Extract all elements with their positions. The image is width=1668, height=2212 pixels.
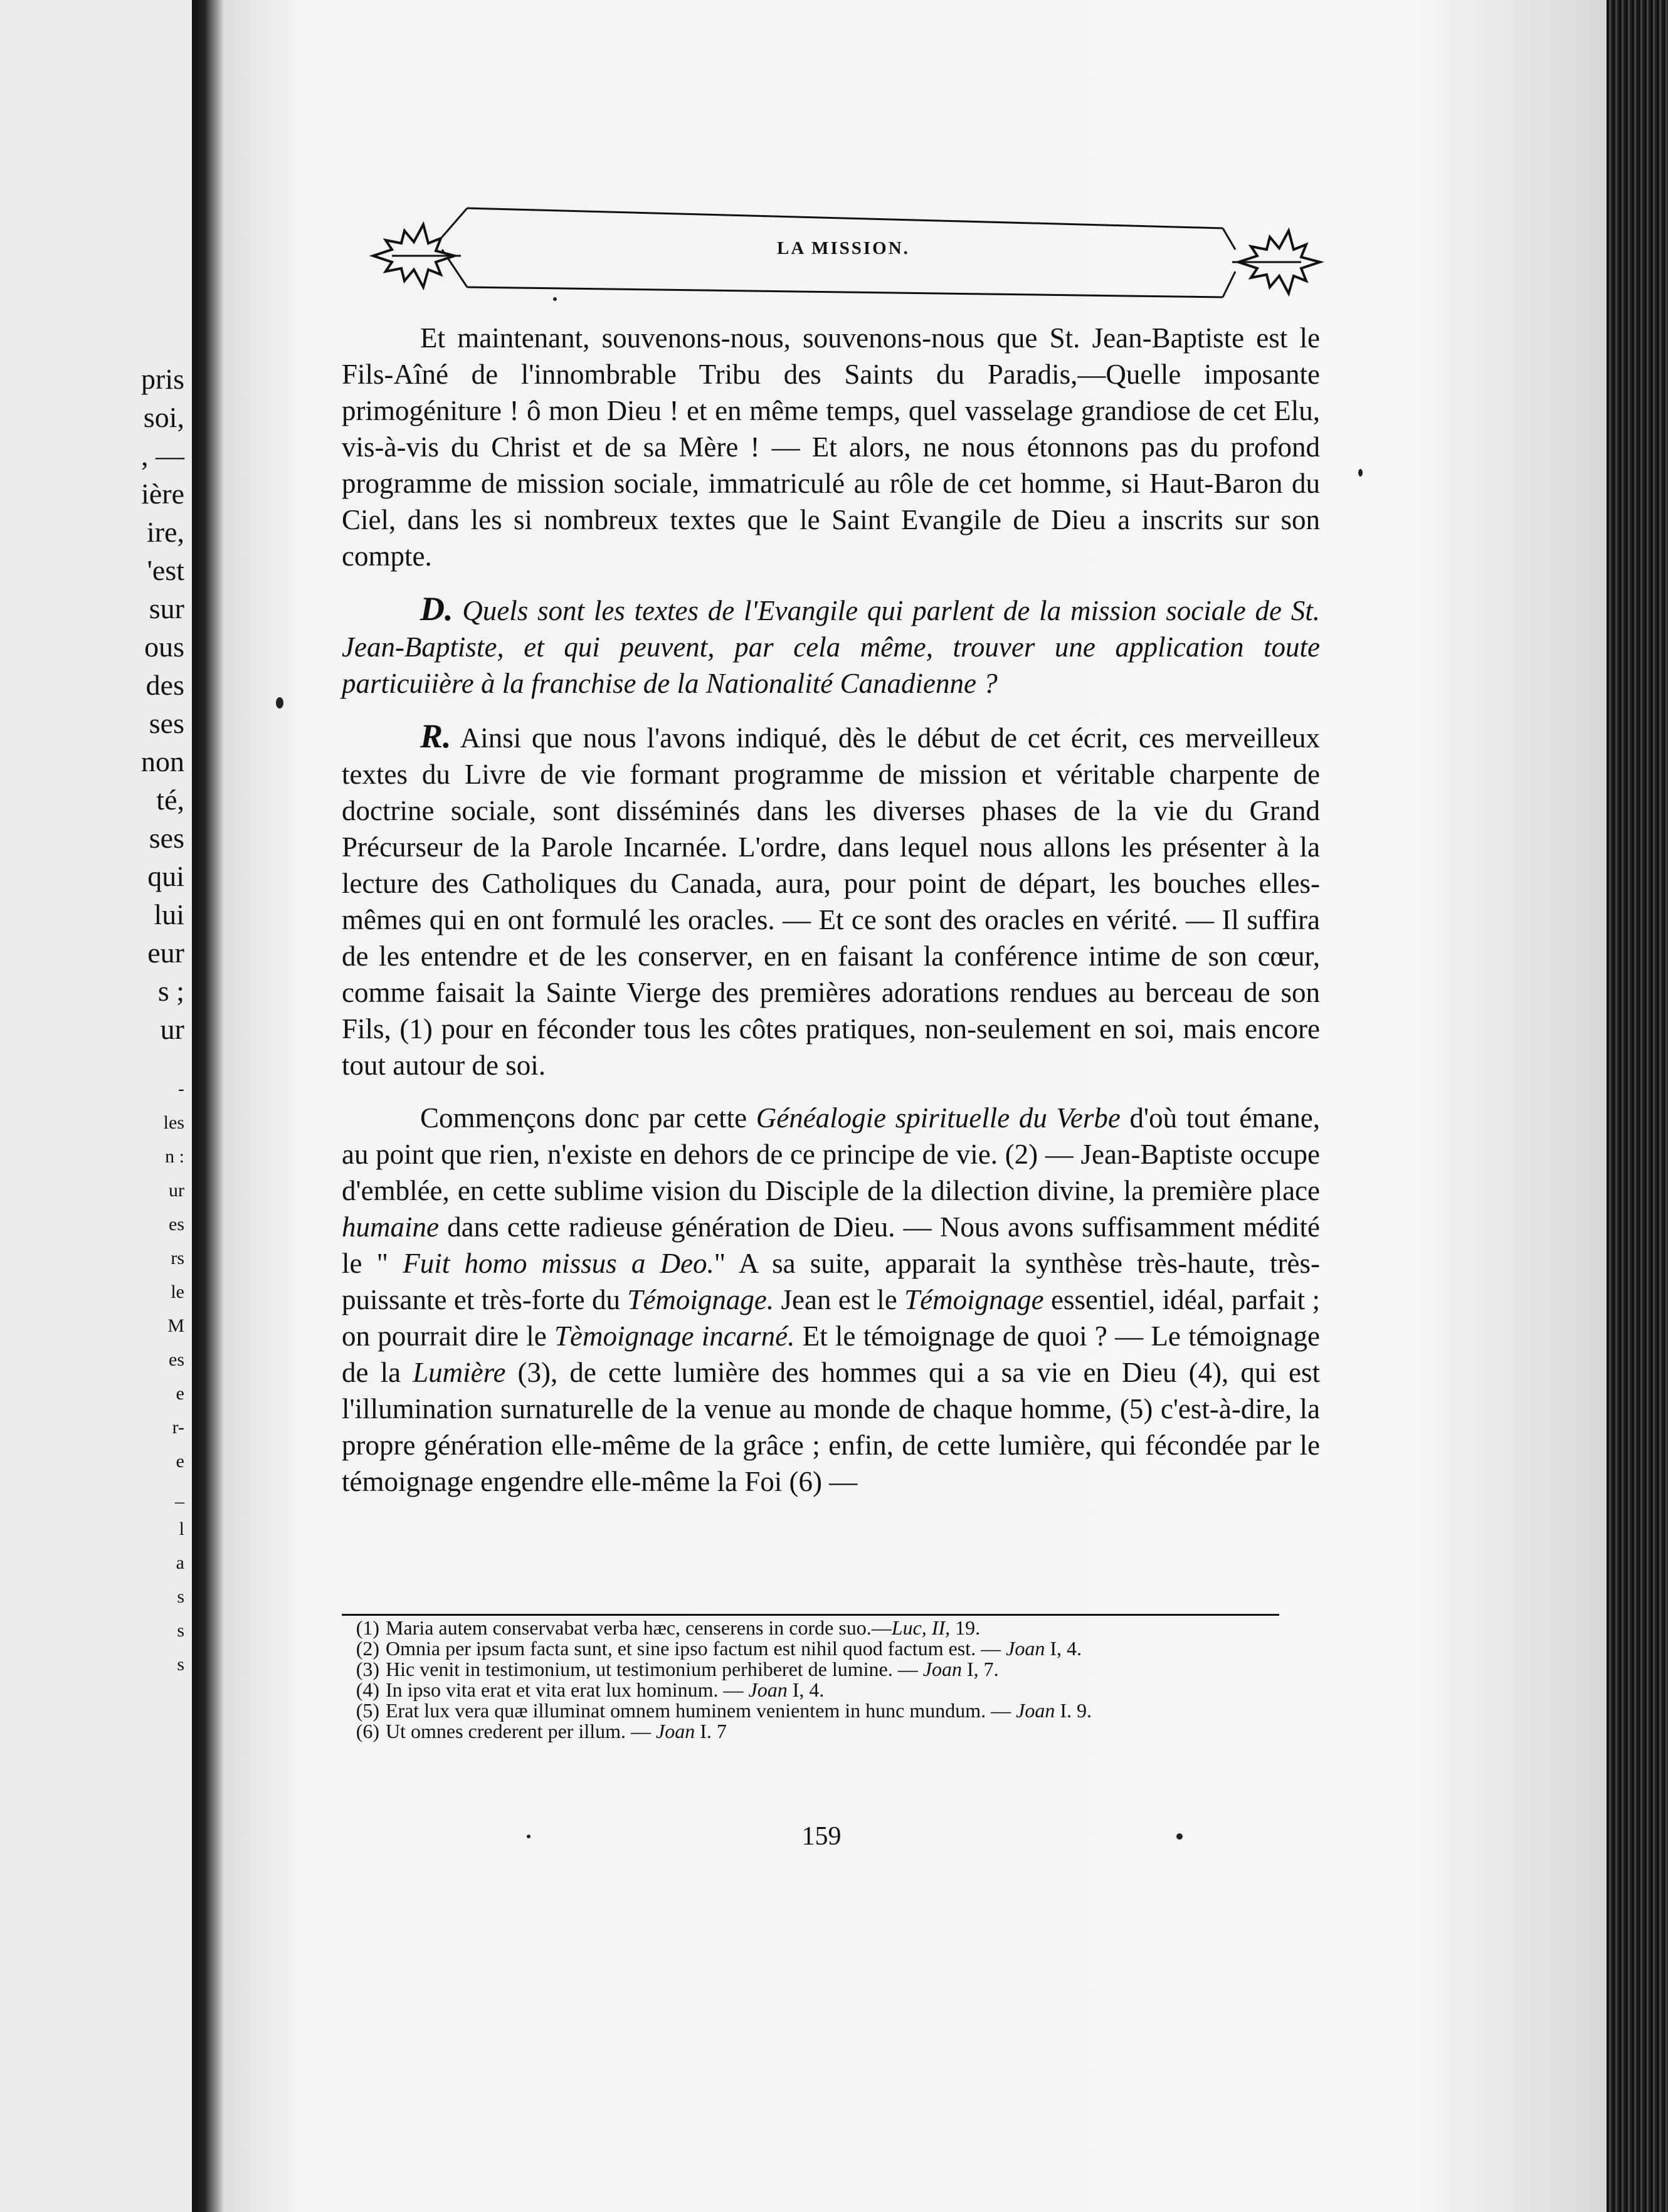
- facing-page-fragment: -: [178, 1078, 184, 1099]
- text-run: Jean est le: [774, 1284, 905, 1315]
- ink-speck: [1176, 1833, 1183, 1840]
- footnote-reference: Joan: [1016, 1699, 1055, 1722]
- facing-page-fragment: ses: [149, 822, 184, 854]
- footnotes: [335, 1618, 1301, 1742]
- facing-page-fragment: l: [179, 1519, 184, 1539]
- paragraph: Et maintenant, souvenons-nous, souvenons-nous que St. Jean-Baptiste est le Fils-Aîné de l'innombrable Tribu des Saints du Paradis,—Quelle imposante primogéniture ! ô mon Dieu ! et en même temps, quel vasselage grandiose de cet Elu, vis-à-vis du Christ et de sa Mère ! — Et alors, ne nous étonnons pas du profond programme de mission sociale, immatriculé au rôle de cet homme, si Haut-Baron du Ciel, dans les si nombreux textes que le Saint Evangile de Dieu a inscrits sur son compte.: [342, 322, 1320, 572]
- question-text: Quels sont les textes de l'Evangile qui parlent de la mission sociale de St. Jean-Baptiste, et qui peuvent, par cela même, trouver une application toute particuiière à la franchise de la Nationalité Canadienne ?: [342, 595, 1320, 699]
- footnote-locator: I. 7: [695, 1720, 727, 1742]
- page-header: [361, 199, 1326, 300]
- question-paragraph: [342, 591, 1320, 702]
- running-head: LA MISSION.: [777, 238, 910, 258]
- footnote-reference: Joan: [748, 1678, 788, 1701]
- facing-page-fragment: ous: [144, 631, 184, 663]
- footnote-reference: Luc, II,: [891, 1616, 951, 1639]
- facing-page-fragment: non: [141, 745, 184, 777]
- italic-run: Témoignage.: [627, 1284, 774, 1315]
- facing-page-fragment: le: [171, 1282, 184, 1302]
- facing-page-fragment: rs: [171, 1248, 184, 1268]
- facing-page-fragment: s: [177, 1586, 184, 1607]
- facing-page-fragment: es: [169, 1349, 184, 1370]
- footnote: [335, 1680, 1301, 1700]
- facing-page-fragment: s: [177, 1620, 184, 1641]
- facing-page-fragment: soi,: [143, 401, 184, 433]
- facing-page-fragment: _: [175, 1485, 184, 1505]
- facing-page-fragment: es: [169, 1214, 184, 1235]
- answer-marker: R.: [420, 717, 451, 755]
- facing-page-fragment: sur: [149, 592, 184, 624]
- facing-page-fragment: té,: [156, 784, 184, 816]
- ink-speck: [553, 297, 557, 301]
- italic-run: Témoignage: [904, 1284, 1044, 1315]
- text-run: d'où tout émane, au point que rien, n'existe en dehors de ce principe de vie. (2) — Jean-Baptiste occupe d'emblée, en cette sublime vision du Disciple de la dilection divine, la première place: [342, 1102, 1320, 1206]
- text-run: " A sa suite, apparait la synthèse très-haute, très-puissante et très-forte du: [342, 1248, 1320, 1315]
- ink-speck: [276, 697, 283, 708]
- facing-page-fragment: s: [177, 1654, 184, 1675]
- text-run: (3), de cette lumière des hommes qui a sa vie en Dieu (4), qui est l'illumination surnaturelle de la venue au monde de chaque homme, (5) c'est-à-dire, la propre génération elle-même de la grâce ; enfin, de cette lumière, qui fécondée par le témoignage engendre elle-même la Foi (6) —: [342, 1357, 1320, 1497]
- paragraph: [342, 1100, 1320, 1500]
- ink-speck: [1358, 469, 1363, 477]
- footnote-number: (5): [356, 1699, 379, 1722]
- facing-page-fragment: pris: [141, 363, 184, 395]
- facing-page-fragment: M: [167, 1315, 184, 1336]
- facing-page-fragment: 'est: [147, 554, 184, 586]
- facing-page-fragment: , —: [141, 440, 184, 471]
- facing-page-fragment: a: [176, 1552, 184, 1573]
- facing-page-fragment: s ;: [157, 975, 184, 1007]
- facing-page-edge: [0, 0, 192, 2212]
- italic-run: Fuit homo missus a Deo.: [403, 1248, 714, 1279]
- footnote-text: In ipso vita erat et vita erat lux hominum. —: [386, 1678, 749, 1701]
- footnote-rule: [342, 1614, 1279, 1616]
- footnote-locator: I, 7.: [961, 1658, 999, 1680]
- facing-page-fragment: ur: [169, 1180, 184, 1201]
- page-number: 159: [801, 1822, 842, 1851]
- italic-run: Tèmoignage incarné.: [554, 1320, 795, 1352]
- facing-page-fragment: qui: [147, 860, 184, 892]
- facing-page-fragment: des: [145, 669, 184, 701]
- footnote: [335, 1721, 1301, 1742]
- facing-page-fragment: r-: [172, 1417, 184, 1438]
- facing-page-fragment: e: [176, 1451, 184, 1472]
- footnote-text: Maria autem conservabat verba hæc, censerens in corde suo.—: [386, 1616, 892, 1639]
- footnote-number: (2): [356, 1637, 379, 1660]
- book-gutter: [192, 0, 223, 2212]
- footnote-text: Ut omnes crederent per illum. —: [386, 1720, 656, 1742]
- facing-page-fragment: ur: [160, 1013, 184, 1045]
- footnote-locator: I. 9.: [1055, 1699, 1092, 1722]
- facing-page-fragment: n :: [165, 1146, 184, 1167]
- text-run: Et le témoignage de quoi ? — Le témoignage de la: [342, 1320, 1321, 1388]
- text-run: Commençons donc par cette: [420, 1102, 756, 1134]
- footnote: [335, 1638, 1301, 1659]
- footnote-number: (6): [356, 1720, 379, 1742]
- footnote-locator: I, 4.: [1045, 1637, 1082, 1660]
- footnote-number: (4): [356, 1678, 379, 1701]
- footnote-locator: 19.: [950, 1616, 981, 1639]
- footnote-text: Omnia per ipsum facta sunt, et sine ipso factum est nihil quod factum est. —: [386, 1637, 1006, 1660]
- answer-text: Ainsi que nous l'avons indiqué, dès le début de cet écrit, ces merveilleux textes du Livre de vie formant programme de mission et véritable charpente de doctrine sociale, sont disséminés dans les diverses phases de la vie du Grand Précurseur de la Parole Incarnée. L'ordre, dans lequel nous allons les présenter à la lecture des Catholiques du Canada, aura, pour point de départ, les bouches elles-mêmes qui en ont formulé les oracles. — Et ce sont des oracles en vérité. — Il suffira de les entendre et de les conserver, en en faisant la conférence intime de son cœur, comme faisait la Sainte Vierge des premières adorations rendues au berceau de son Fils, (1) pour en féconder tous les côtes pratiques, non-seulement en soi, mais encore tout autour de soi.: [342, 722, 1320, 1081]
- footnote-reference: Joan: [1006, 1637, 1045, 1660]
- facing-page-fragment: ière: [141, 478, 184, 510]
- facing-page-fragment: les: [163, 1112, 184, 1133]
- footnote: [335, 1659, 1301, 1680]
- footnote-reference: Joan: [655, 1720, 695, 1742]
- body-text: [342, 320, 1320, 1500]
- facing-page-fragment: ses: [149, 707, 184, 739]
- footnote-text: Hic venit in testimonium, ut testimonium perhiberet de lumine. —: [386, 1658, 923, 1680]
- facing-page-fragment: ire,: [146, 516, 184, 548]
- footnote: [335, 1700, 1301, 1721]
- facing-page-fragment: e: [176, 1383, 184, 1404]
- facing-page-fragment: eur: [147, 937, 184, 969]
- italic-run: humaine: [342, 1211, 439, 1243]
- answer-paragraph: [342, 718, 1320, 1083]
- footnote-locator: I, 4.: [787, 1678, 825, 1701]
- italic-run: Généalogie spirituelle du Verbe: [756, 1102, 1121, 1134]
- italic-run: Lumière: [413, 1357, 506, 1388]
- text-run: dans cette radieuse génération de Dieu. — Nous avons suffisamment médité le ": [342, 1211, 1320, 1279]
- footnote-number: (3): [356, 1658, 379, 1680]
- page-stack-edge: [1607, 0, 1668, 2212]
- facing-page-fragment: lui: [154, 898, 184, 930]
- text-run: essentiel, idéal, parfait ; on pourrait dire le: [342, 1284, 1321, 1352]
- footnote-reference: Joan: [922, 1658, 962, 1680]
- question-marker: D.: [420, 590, 453, 628]
- footnote-number: (1): [356, 1616, 379, 1639]
- footnote: [335, 1618, 1301, 1638]
- footnote-text: Erat lux vera quæ illuminat omnem huminem venientem in hunc mundum. —: [386, 1699, 1016, 1722]
- ink-speck: [527, 1835, 530, 1838]
